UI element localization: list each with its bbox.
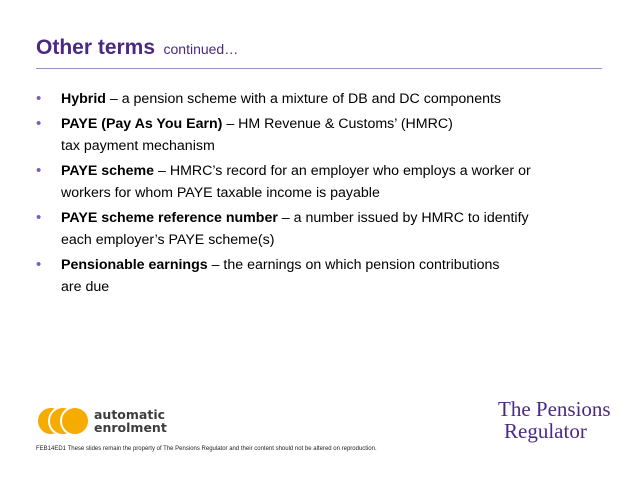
term-description: – HM Revenue & Customs’ (HMRC) (222, 116, 453, 132)
term-description-continued: workers for whom PAYE taxable income is payable (61, 185, 380, 201)
list-item (36, 207, 606, 251)
logo-circle-icon (60, 406, 90, 436)
pensions-regulator-logo (498, 398, 611, 442)
term-description-continued: are due (61, 279, 110, 295)
logo-wordmark (94, 408, 167, 434)
term-description: – HMRC’s record for an employer who employs a worker or (154, 163, 531, 179)
term-label: PAYE scheme (61, 163, 155, 179)
term-description: – a pension scheme with a mixture of DB and DC components (105, 91, 502, 107)
tpr-logo-line1: The Pensions (498, 397, 611, 421)
term-description: – the earnings on which pension contributions (207, 257, 500, 273)
list-item (36, 88, 606, 110)
bullet-icon: • (36, 90, 42, 107)
list-item (36, 113, 606, 157)
list-item (36, 160, 606, 204)
footer-disclaimer: FEB14ED1 These slides remain the property of The Pensions Regulator and their content should not be altered on reproduction. (36, 446, 377, 452)
bullet-icon: • (36, 256, 42, 273)
terms-list (36, 88, 606, 301)
term-label: PAYE scheme reference number (61, 210, 278, 226)
bullet-icon: • (36, 209, 42, 226)
automatic-enrolment-logo (36, 406, 186, 440)
bullet-icon: • (36, 162, 42, 179)
term-label: PAYE (Pay As You Earn) (61, 116, 223, 132)
slide-title (36, 34, 238, 64)
tpr-logo-line2: Regulator (504, 419, 587, 443)
title-divider (36, 68, 602, 69)
term-description-continued: each employer’s PAYE scheme(s) (61, 232, 275, 248)
bullet-icon: • (36, 115, 42, 132)
logo-word-line2: enrolment (94, 420, 167, 435)
slide-title-main: Other terms (36, 36, 156, 59)
term-label: Hybrid (61, 91, 106, 107)
list-item (36, 254, 606, 298)
slide-title-sub: continued… (163, 41, 239, 57)
term-description: – a number issued by HMRC to identify (277, 210, 529, 226)
term-label: Pensionable earnings (61, 257, 208, 273)
term-description-continued: tax payment mechanism (61, 138, 215, 154)
logo-word-line1: automatic (94, 407, 166, 422)
